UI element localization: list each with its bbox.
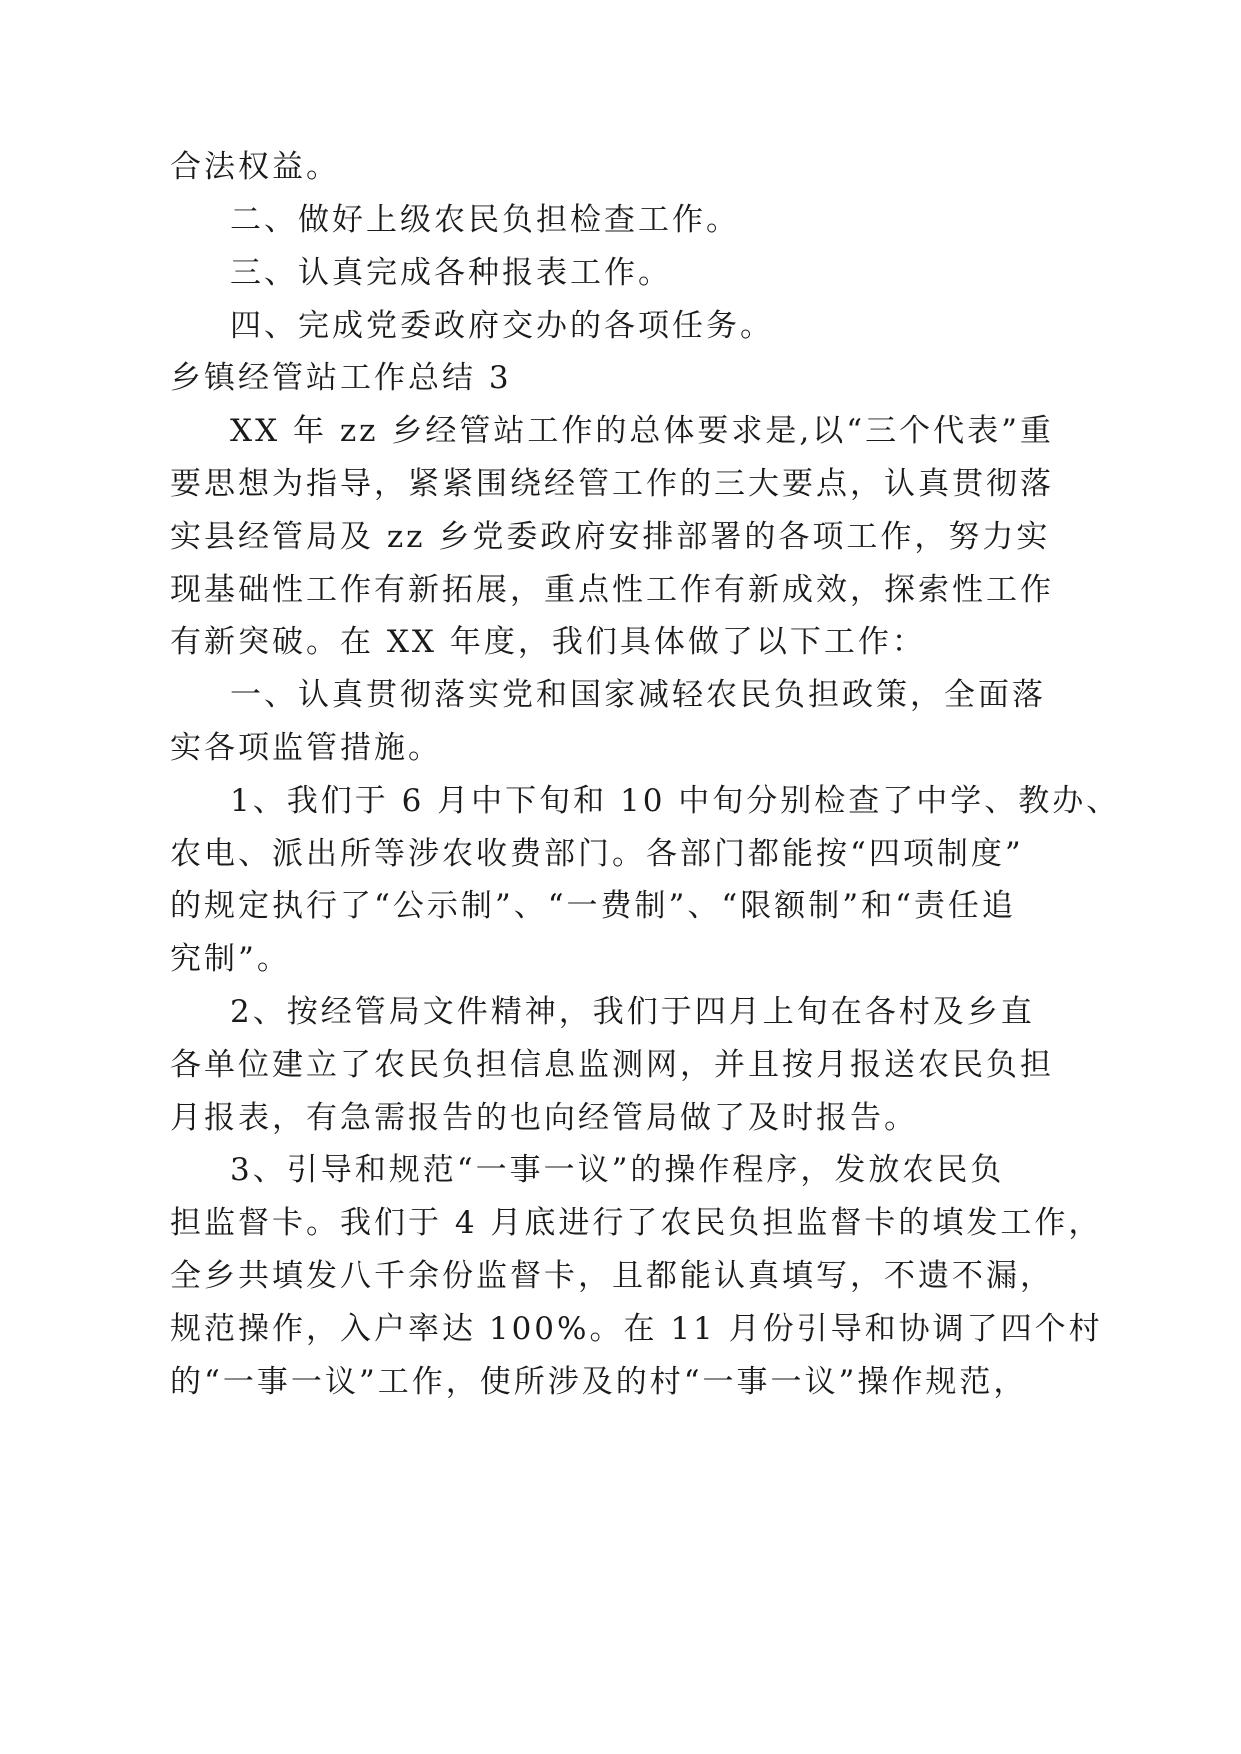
paragraph-line: 的规定执行了“公示制”、“一费制”、“限额制”和“责任追: [170, 888, 1016, 924]
paragraph-line: 担监督卡。我们于 4 月底进行了农民负担监督卡的填发工作，: [170, 1205, 1103, 1241]
paragraph-line: 的“一事一议”工作，使所涉及的村“一事一议”操作规范，: [170, 1364, 1028, 1400]
paragraph-line: 3、引导和规范“一事一议”的操作程序，发放农民负: [230, 1152, 1005, 1188]
paragraph-line: 月报表，有急需报告的也向经管局做了及时报告。: [170, 1100, 918, 1136]
paragraph-line: 有新突破。在 XX 年度，我们具体做了以下工作：: [170, 624, 926, 660]
paragraph-line: XX 年 zz 乡经管站工作的总体要求是,以“三个代表”重: [230, 413, 1054, 449]
paragraph-line: 要思想为指导，紧紧围绕经管工作的三大要点，认真贯彻落: [170, 466, 1054, 502]
list-item: 二、做好上级农民负担检查工作。: [230, 202, 740, 238]
paragraph-line: 现基础性工作有新拓展，重点性工作有新成效，探索性工作: [170, 572, 1054, 608]
paragraph-line: 究制”。: [170, 941, 291, 977]
section-title: 乡镇经管站工作总结 3: [170, 360, 512, 396]
list-item: 三、认真完成各种报表工作。: [230, 255, 672, 291]
paragraph-line: 各单位建立了农民负担信息监测网，并且按月报送农民负担: [170, 1047, 1054, 1083]
paragraph-line: 一、认真贯彻落实党和国家减轻农民负担政策，全面落: [230, 677, 1046, 713]
paragraph-line: 实各项监管措施。: [170, 730, 442, 766]
paragraph-line: 规范操作，入户率达 100%。在 11 月份引导和协调了四个村: [170, 1311, 1103, 1347]
paragraph-line: 2、按经管局文件精神，我们于四月上旬在各村及乡直: [230, 994, 1035, 1030]
list-item: 四、完成党委政府交办的各项任务。: [230, 308, 774, 344]
paragraph-line: 农电、派出所等涉农收费部门。各部门都能按“四项制度”: [170, 836, 1024, 872]
paragraph-line: 全乡共填发八千余份监督卡，且都能认真填写，不遗不漏，: [170, 1258, 1054, 1294]
text-line: 合法权益。: [170, 149, 340, 185]
paragraph-line: 实县经管局及 zz 乡党委政府安排部署的各项工作，努力实: [170, 519, 1051, 555]
paragraph-line: 1、我们于 6 月中下旬和 10 中旬分别检查了中学、教办、: [230, 783, 1121, 819]
